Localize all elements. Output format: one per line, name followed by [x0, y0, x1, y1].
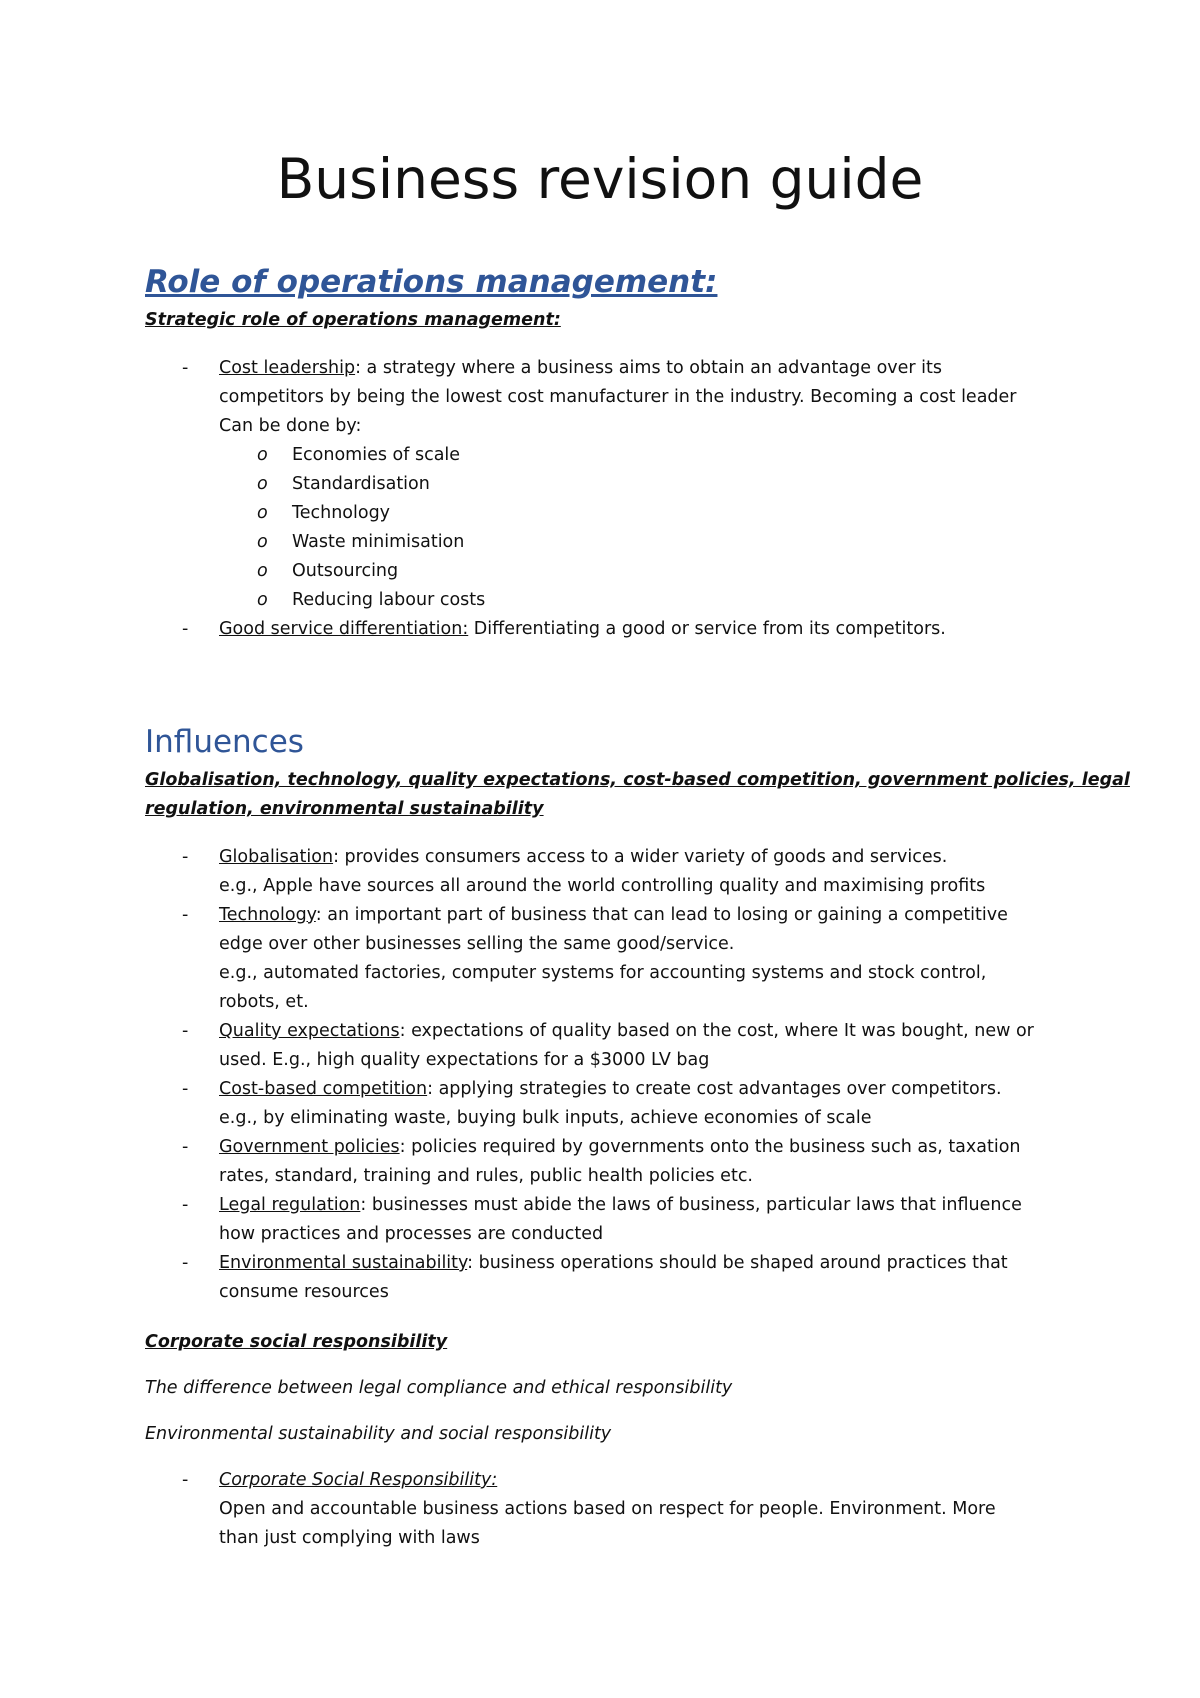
- list-item: [145, 1075, 1065, 1133]
- sublist-item-text: Waste minimisation: [292, 532, 465, 552]
- bullet-marker: o: [257, 532, 268, 552]
- dash-marker: -: [182, 1021, 189, 1041]
- example-text: e.g., Apple have sources all around the world controlling quality and maximising profits: [219, 876, 986, 896]
- definition-text: used. E.g., high quality expectations for a $3000 LV bag: [219, 1050, 710, 1070]
- bullet-marker: o: [257, 474, 268, 494]
- sublist-item: [145, 557, 1065, 586]
- section-heading-influences: Influences: [145, 724, 304, 760]
- sublist-item-text: Technology: [292, 503, 391, 523]
- italic-topic-line: The difference between legal compliance and ethical responsibility: [145, 1378, 733, 1398]
- sublist-item: [145, 470, 1065, 499]
- definition-text: : business operations should be shaped around practices that: [467, 1253, 1008, 1273]
- list-item: [145, 354, 1065, 615]
- subheading-influences-line2: regulation, environmental sustainability: [145, 799, 544, 819]
- sublist-item-text: Outsourcing: [292, 561, 399, 581]
- list-item: [145, 1466, 1065, 1553]
- definition-text: : applying strategies to create cost advantages over competitors.: [427, 1079, 1002, 1099]
- term-csr: Corporate Social Responsibility:: [219, 1470, 498, 1490]
- example-text: e.g., automated factories, computer systems for accounting systems and stock control,: [219, 963, 987, 983]
- list-item: [145, 843, 1065, 901]
- bullet-marker: o: [257, 445, 268, 465]
- dash-marker: -: [182, 905, 189, 925]
- definition-text: : policies required by governments onto the business such as, taxation: [399, 1137, 1021, 1157]
- dash-marker: -: [182, 1079, 189, 1099]
- list-item: [145, 901, 1065, 1017]
- definition-text: competitors by being the lowest cost manufacturer in the industry. Becoming a cost leader: [219, 387, 1017, 407]
- definition-text: edge over other businesses selling the same good/service.: [219, 934, 735, 954]
- definition-text: consume resources: [219, 1282, 389, 1302]
- definition-text: : businesses must abide the laws of business, particular laws that influence: [360, 1195, 1022, 1215]
- definition-text: : provides consumers access to a wider variety of goods and services.: [333, 847, 948, 867]
- term-environmental-sustainability: Environmental sustainability: [219, 1253, 468, 1273]
- document-title: Business revision guide: [276, 147, 924, 211]
- definition-text: : an important part of business that can lead to losing or gaining a competitive: [315, 905, 1008, 925]
- subheading-csr: Corporate social responsibility: [145, 1332, 448, 1352]
- definition-text: : a strategy where a business aims to obtain an advantage over its: [355, 358, 943, 378]
- definition-text: Can be done by:: [219, 416, 362, 436]
- example-text: robots, et.: [219, 992, 309, 1012]
- term-good-service-differentiation: Good service differentiation:: [219, 619, 469, 639]
- term-cost-based-competition: Cost-based competition: [219, 1079, 428, 1099]
- term-cost-leadership: Cost leadership: [219, 358, 356, 378]
- sublist-item: [145, 499, 1065, 528]
- list-item: [145, 1017, 1065, 1075]
- sublist-item: [145, 441, 1065, 470]
- dash-marker: -: [182, 1195, 189, 1215]
- definition-text: rates, standard, training and rules, public health policies etc.: [219, 1166, 753, 1186]
- bullet-marker: o: [257, 503, 268, 523]
- dash-marker: -: [182, 1137, 189, 1157]
- definition-text: Differentiating a good or service from its competitors.: [468, 619, 946, 639]
- definition-text: Open and accountable business actions based on respect for people. Environment. More: [219, 1499, 996, 1519]
- list-item: [145, 615, 1065, 644]
- sublist-item: [145, 528, 1065, 557]
- dash-marker: -: [182, 619, 189, 639]
- list-item: [145, 1249, 1065, 1307]
- definition-text: how practices and processes are conducted: [219, 1224, 604, 1244]
- list-item: [145, 1191, 1065, 1249]
- subheading-influences-line1: Globalisation, technology, quality expectations, cost-based competition, government policies, legal: [145, 770, 1130, 790]
- definition-text: : expectations of quality based on the cost, where It was bought, new or: [399, 1021, 1034, 1041]
- term-globalisation: Globalisation: [219, 847, 334, 867]
- sublist-item-text: Standardisation: [292, 474, 430, 494]
- strategic-role-list: [145, 354, 1065, 644]
- term-technology: Technology: [219, 905, 316, 925]
- italic-topic-line: Environmental sustainability and social responsibility: [145, 1424, 612, 1444]
- cost-leadership-sublist: [219, 441, 1065, 615]
- dash-marker: -: [182, 847, 189, 867]
- definition-text: than just complying with laws: [219, 1528, 480, 1548]
- term-government-policies: Government policies: [219, 1137, 400, 1157]
- term-legal-regulation: Legal regulation: [219, 1195, 361, 1215]
- influences-list: [145, 843, 1065, 1307]
- csr-list: [145, 1466, 1065, 1553]
- sublist-item: [145, 586, 1065, 615]
- section-heading-operations: Role of operations management:: [145, 264, 718, 300]
- dash-marker: -: [182, 1253, 189, 1273]
- term-quality-expectations: Quality expectations: [219, 1021, 400, 1041]
- bullet-marker: o: [257, 561, 268, 581]
- example-text: e.g., by eliminating waste, buying bulk inputs, achieve economies of scale: [219, 1108, 872, 1128]
- bullet-marker: o: [257, 590, 268, 610]
- dash-marker: -: [182, 1470, 189, 1490]
- sublist-item-text: Reducing labour costs: [292, 590, 486, 610]
- subheading-strategic-role: Strategic role of operations management:: [145, 310, 561, 330]
- list-item: [145, 1133, 1065, 1191]
- dash-marker: -: [182, 358, 189, 378]
- sublist-item-text: Economies of scale: [292, 445, 461, 465]
